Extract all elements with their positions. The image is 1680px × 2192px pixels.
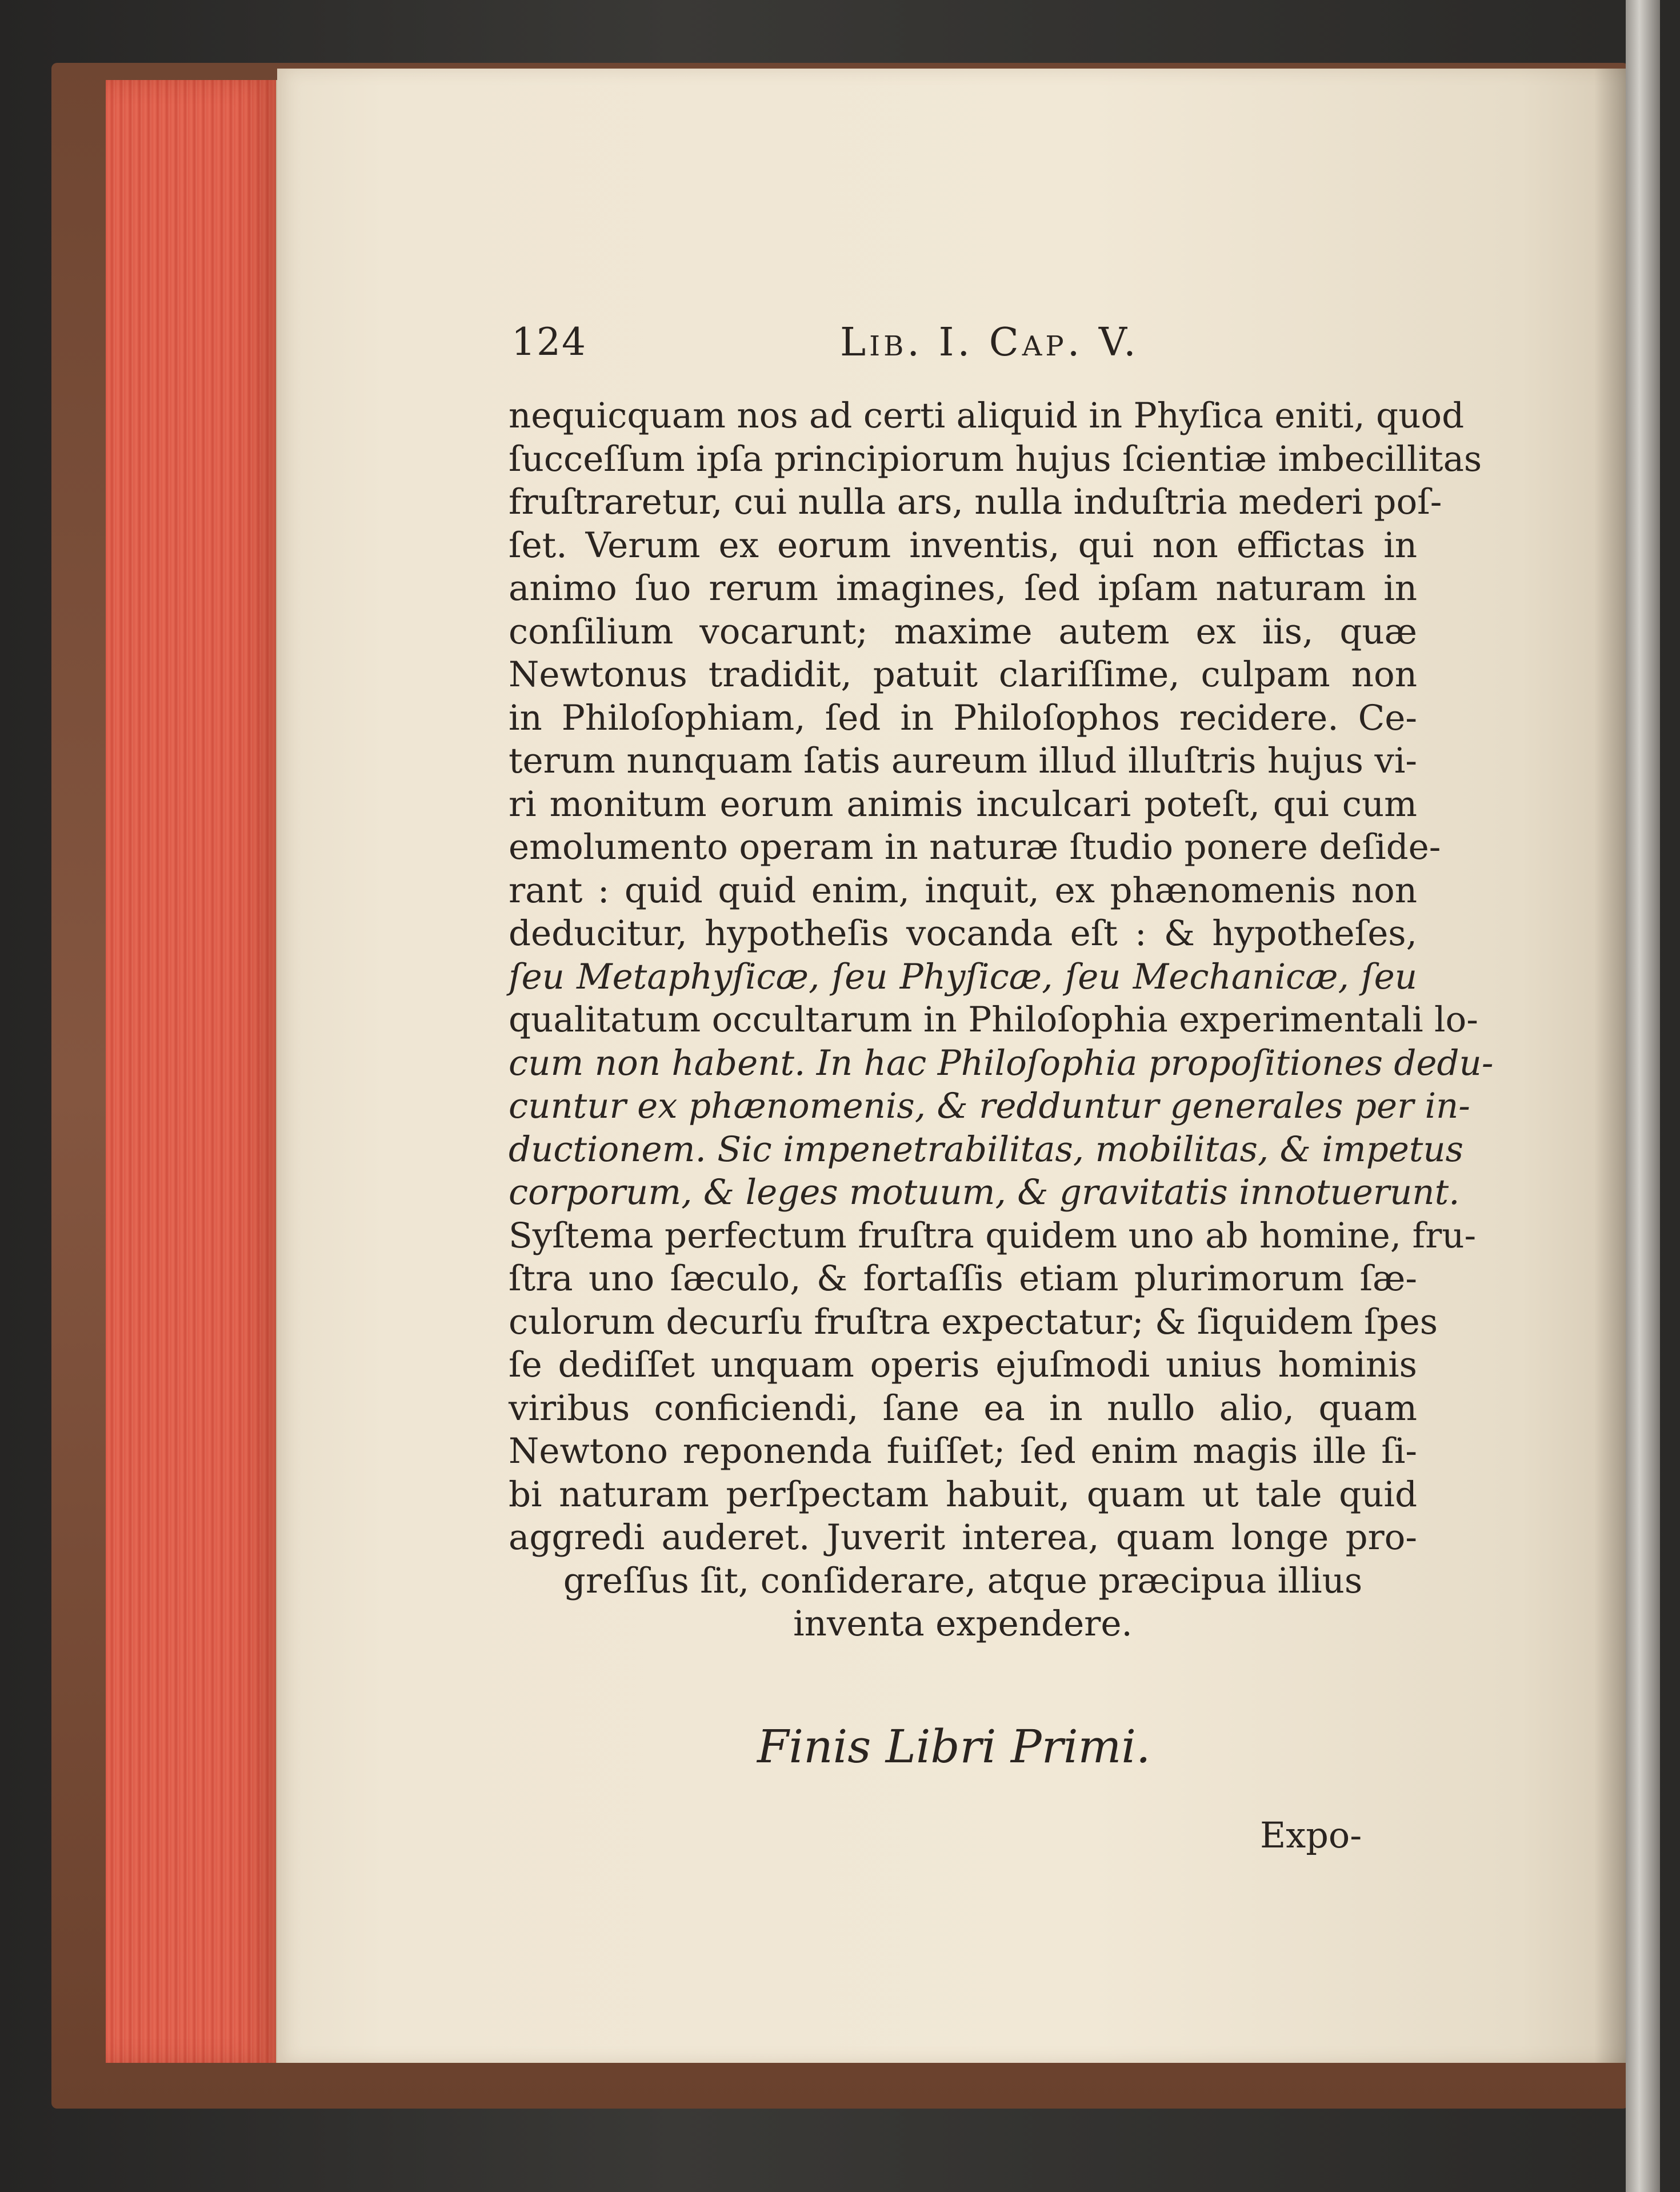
text-line: ſet. Verum ex eorum inventis, qui non effictas in <box>509 525 1417 566</box>
text-line: Newtono reponenda fuiſſet; ſed enim magis ille ſi- <box>509 1431 1417 1471</box>
text-line: corporum, & leges motuum, & gravitatis innotuerunt. <box>509 1172 1460 1213</box>
text-line: qualitatum occultarum in Philoſophia experimentali lo- <box>509 999 1478 1040</box>
text-line: deducitur, hypotheſis vocanda eſt : & hypotheſes, <box>509 913 1417 954</box>
text-line: fruſtraretur, cui nulla ars, nulla induſtria mederi poſ- <box>509 482 1442 522</box>
text-line: viribus conficiendi, ſane ea in nullo alio, quam <box>509 1387 1417 1429</box>
catchword: Expo- <box>1260 1814 1362 1856</box>
page-number: 124 <box>511 320 587 364</box>
text-line: aggredi auderet. Juverit interea, quam longe pro- <box>509 1517 1417 1558</box>
finis-line: Finis Libri Primi. <box>757 1720 1151 1773</box>
text-line: in Philoſophiam, ſed in Philoſophos recidere. Ce- <box>509 697 1417 738</box>
text-line: animo ſuo rerum imagines, ſed ipſam naturam in <box>509 568 1417 609</box>
text-line: terum nunquam ſatis aureum illud illuſtris hujus vi- <box>509 741 1417 781</box>
text-line: emolumento operam in naturæ ſtudio ponere deſide- <box>509 827 1441 867</box>
text-line: cum non habent. In hac Philoſophia propoſitiones dedu- <box>509 1042 1494 1083</box>
text-line: ri monitum eorum animis inculcari poteſt, qui cum <box>509 783 1417 825</box>
body-text <box>509 394 1494 1646</box>
text-line: ſtra uno ſæculo, & fortaſſis etiam plurimorum ſæ- <box>509 1258 1417 1299</box>
text-line: bi naturam perſpectam habuit, quam ut tale quid <box>509 1474 1417 1515</box>
text-line: cuntur ex phænomenis, & redduntur generales per in- <box>509 1086 1470 1126</box>
text-line: Newtonus tradidit, patuit clariſſime, culpam non <box>509 654 1417 695</box>
text-line: ſe dediſſet unquam operis ejuſmodi unius hominis <box>509 1345 1417 1385</box>
text-line: ductionem. Sic impenetrabilitas, mobilitas, & impetus <box>509 1129 1463 1170</box>
running-head: Lib. I. Cap. V. <box>840 320 1139 365</box>
text-line: greſſus ſit, conſiderare, atque præcipua illius <box>563 1560 1363 1601</box>
text-line: ſucceſſum ipſa principiorum hujus ſcientiæ imbecillitas <box>509 438 1482 479</box>
text-line: ſeu Metaphyſicæ, ſeu Phyſicæ, ſeu Mechanicæ, ſeu <box>509 956 1417 997</box>
text-line: nequicquam nos ad certi aliquid in Phyſica eniti, quod <box>509 395 1465 436</box>
text-line: Syſtema perfectum fruſtra quidem uno ab homine, fru- <box>509 1215 1477 1256</box>
text-line: conſilium vocarunt; maxime autem ex iis, quæ <box>509 611 1417 652</box>
text-line: inventa expendere. <box>793 1603 1133 1644</box>
text-line: rant : quid quid enim, inquit, ex phænomenis non <box>509 870 1417 911</box>
text-line: culorum decurſu fruſtra expectatur; & ſiquidem ſpes <box>509 1301 1438 1342</box>
